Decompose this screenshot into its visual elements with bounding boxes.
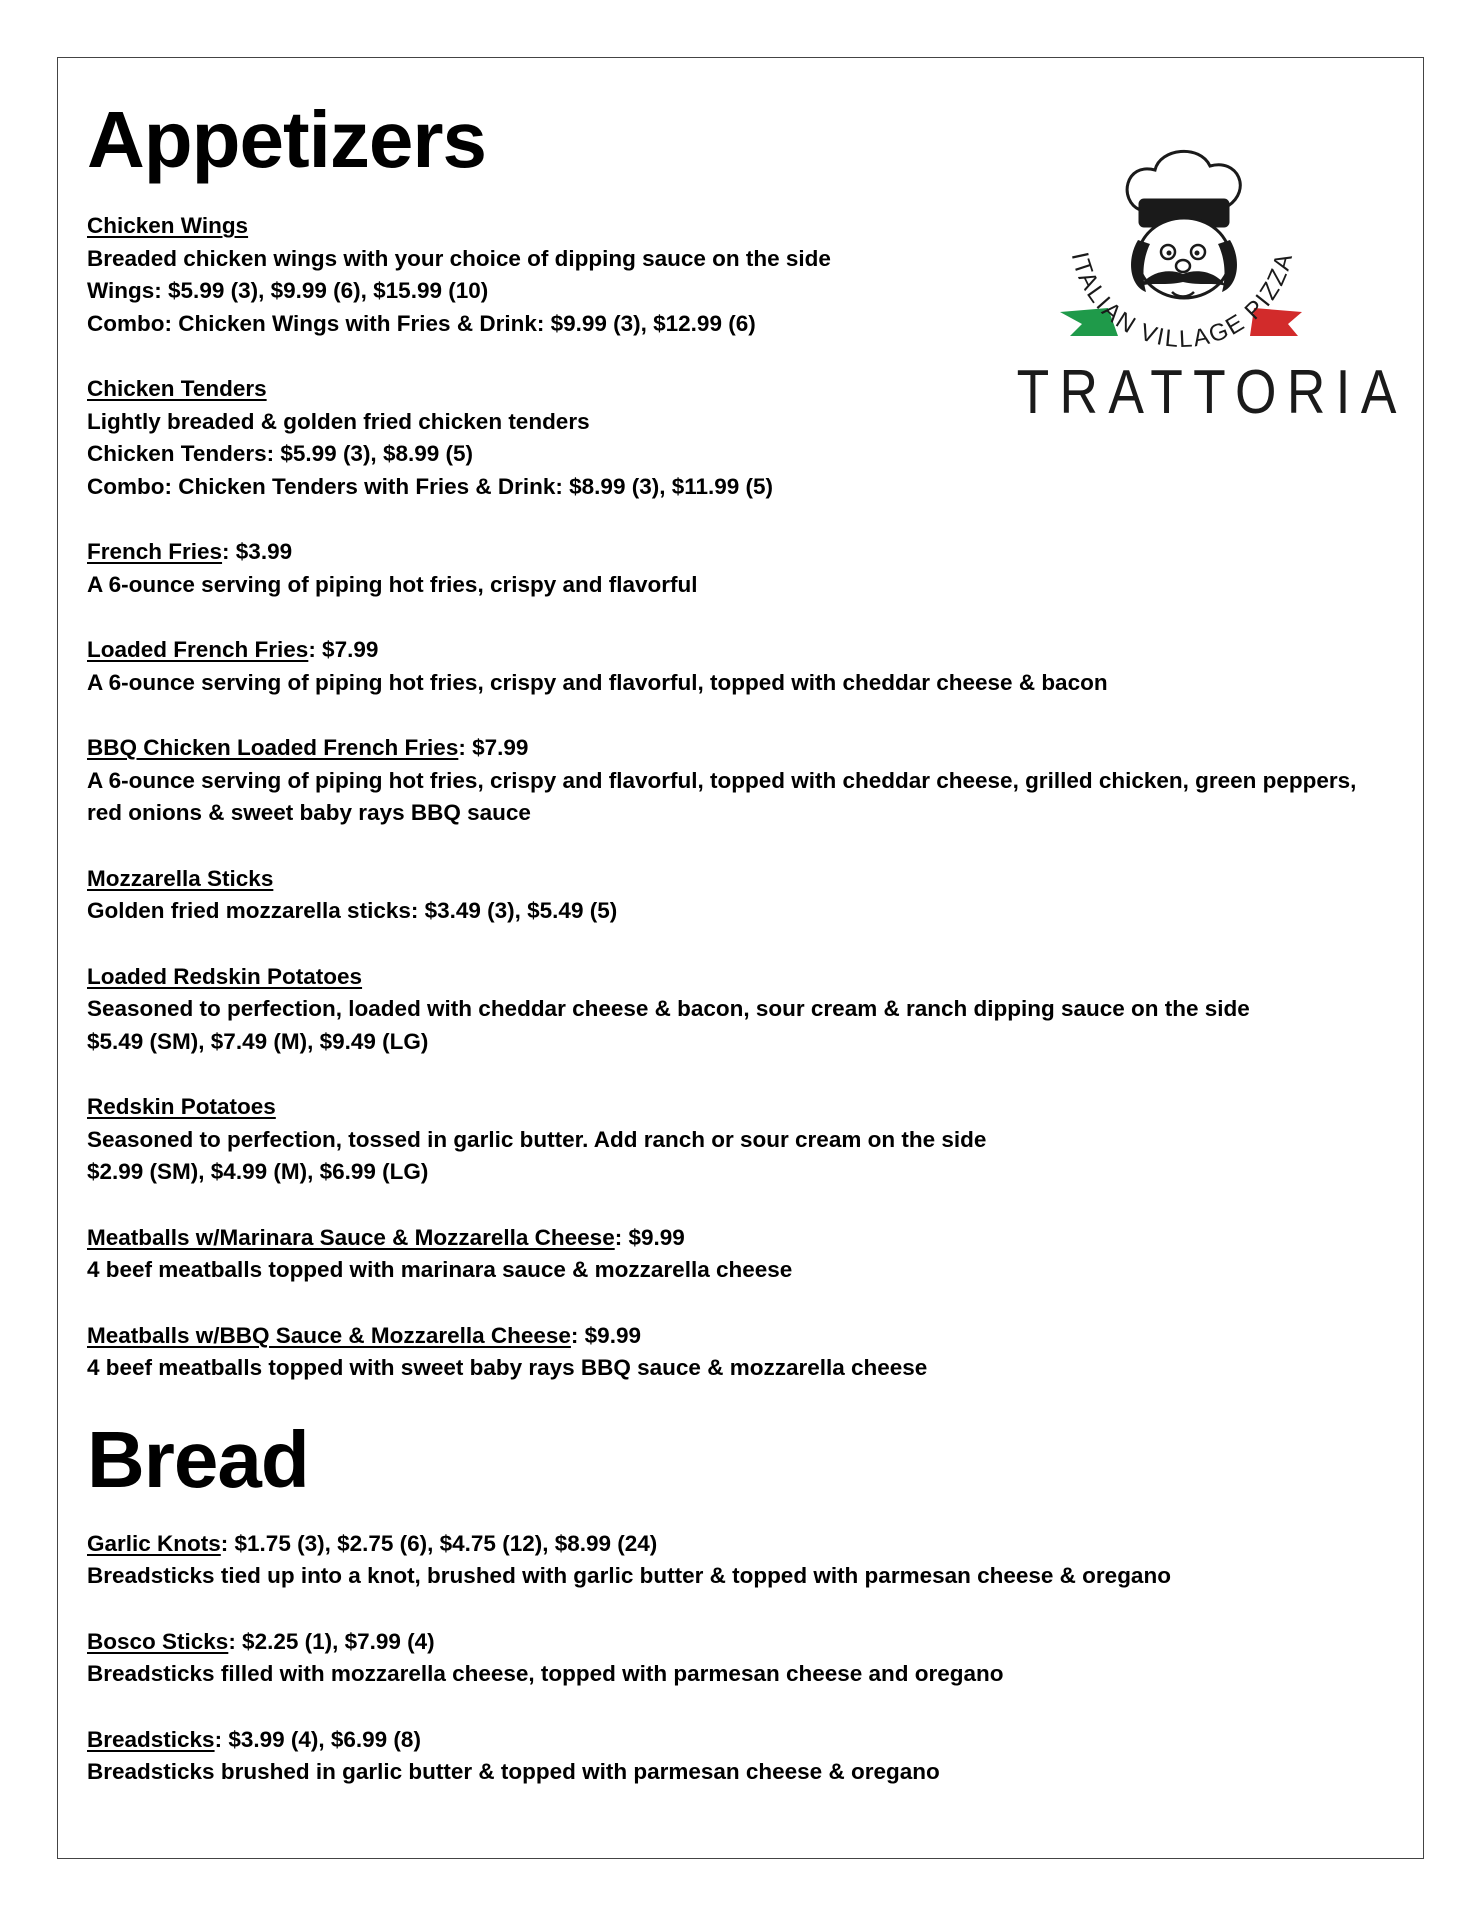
menu-item-name: Garlic Knots (87, 1530, 221, 1556)
menu-item-description: 4 beef meatballs topped with marinara sauce & mozzarella cheese (87, 1257, 793, 1282)
chef-mascot-icon (990, 140, 1370, 360)
menu-item-description: Breaded chicken wings with your choice of dipping sauce on the side (87, 245, 831, 271)
menu-item-description: Breadsticks brushed in garlic butter & topped with parmesan cheese & oregano (87, 1759, 940, 1784)
menu-item-header (87, 1724, 1387, 1757)
bread-list (87, 1528, 1387, 1789)
menu-item-description: Seasoned to perfection, loaded with cheddar cheese & bacon, sour cream & ranch dipping sauce on the side (87, 996, 1250, 1021)
menu-item-description: Lightly breaded & golden fried chicken tenders (87, 408, 590, 434)
menu-item-price: : $3.99 (4), $6.99 (8) (214, 1726, 421, 1752)
menu-item-name: Chicken Tenders (87, 376, 267, 401)
menu-item (87, 1222, 1387, 1287)
menu-item-header (87, 732, 1387, 765)
menu-item-description: Breadsticks filled with mozzarella cheese, topped with parmesan cheese and oregano (87, 1661, 1004, 1686)
menu-item-description: Combo: Chicken Tenders with Fries & Drink: $8.99 (3), $11.99 (5) (87, 473, 774, 499)
menu-item-description: Combo: Chicken Wings with Fries & Drink: $9.99 (3), $12.99 (6) (87, 310, 756, 336)
menu-item (87, 1724, 1387, 1789)
menu-item-description: $2.99 (SM), $4.99 (M), $6.99 (LG) (87, 1159, 429, 1184)
menu-item-header (87, 634, 1387, 667)
menu-item-header (87, 1320, 1387, 1353)
menu-item-description: Golden fried mozzarella sticks: $3.49 (3), $5.49 (5) (87, 898, 618, 923)
menu-item-description: Wings: $5.99 (3), $9.99 (6), $15.99 (10) (87, 278, 489, 303)
menu-item-name: Meatballs w/Marinara Sauce & Mozzarella Cheese (87, 1224, 615, 1250)
menu-item-description: Chicken Tenders: $5.99 (3), $8.99 (5) (87, 441, 473, 466)
menu-item-name: Bosco Sticks (87, 1628, 229, 1654)
menu-item-price: : $7.99 (458, 735, 529, 760)
menu-item (87, 634, 1387, 699)
menu-item-price: : $9.99 (614, 1224, 685, 1250)
menu-item-description: Seasoned to perfection, tossed in garlic butter. Add ranch or sour cream on the side (87, 1126, 987, 1152)
menu-item-price: : $7.99 (308, 637, 379, 662)
appetizers-heading: Appetizers (87, 95, 486, 184)
menu-item-price: : $9.99 (570, 1322, 641, 1348)
menu-item-description: Breadsticks tied up into a knot, brushed with garlic butter & topped with parmesan cheese & oregano (87, 1563, 1171, 1588)
menu-item-price: : $1.75 (3), $2.75 (6), $4.75 (12), $8.99 (24) (220, 1530, 658, 1556)
menu-item-header (87, 863, 1387, 896)
menu-item-name: Loaded French Fries (87, 637, 309, 662)
menu-item-name: Loaded Redskin Potatoes (87, 963, 363, 989)
menu-item-header (87, 536, 1387, 569)
menu-item-description: 4 beef meatballs topped with sweet baby rays BBQ sauce & mozzarella cheese (87, 1355, 928, 1380)
menu-item-price: : $2.25 (1), $7.99 (4) (228, 1628, 435, 1654)
menu-item (87, 1528, 1387, 1593)
logo-arc-text: ITALIAN VILLAGE PIZZA (1065, 249, 1299, 354)
menu-item-header (87, 1626, 1387, 1659)
menu-item-name: BBQ Chicken Loaded French Fries (87, 735, 459, 760)
menu-item-name: Redskin Potatoes (87, 1094, 276, 1119)
menu-item-name: Breadsticks (87, 1726, 215, 1752)
menu-item (87, 1320, 1387, 1385)
menu-item-header (87, 1528, 1387, 1561)
menu-item-name: French Fries (87, 539, 223, 564)
menu-item-name: Mozzarella Sticks (87, 865, 274, 891)
menu-item-description: A 6-ounce serving of piping hot fries, crispy and flavorful, topped with cheddar cheese & bacon (87, 669, 1108, 695)
menu-item (87, 1091, 1387, 1189)
logo-name: TRATTORIA (1016, 358, 1407, 427)
menu-item (87, 732, 1387, 830)
menu-item (87, 1626, 1387, 1691)
menu-item-description: A 6-ounce serving of piping hot fries, crispy and flavorful, topped with cheddar cheese, grilled chicken, green peppers, red onions & sweet baby rays BBQ sauce (87, 767, 1357, 825)
menu-item (87, 863, 1387, 928)
menu-item-name: Meatballs w/BBQ Sauce & Mozzarella Cheese (87, 1322, 571, 1348)
bread-heading: Bread (87, 1414, 309, 1504)
trattoria-logo (990, 140, 1407, 440)
menu-item-header (87, 961, 1387, 994)
menu-item-header (87, 1091, 1387, 1124)
menu-item-description: $5.49 (SM), $7.49 (M), $9.49 (LG) (87, 1028, 429, 1054)
menu-item-description: A 6-ounce serving of piping hot fries, crispy and flavorful (87, 571, 698, 597)
menu-item-price: : $3.99 (222, 539, 293, 564)
menu-item (87, 961, 1387, 1059)
menu-item-header (87, 1222, 1387, 1255)
menu-item (87, 536, 1387, 601)
menu-item-name: Chicken Wings (87, 213, 249, 238)
